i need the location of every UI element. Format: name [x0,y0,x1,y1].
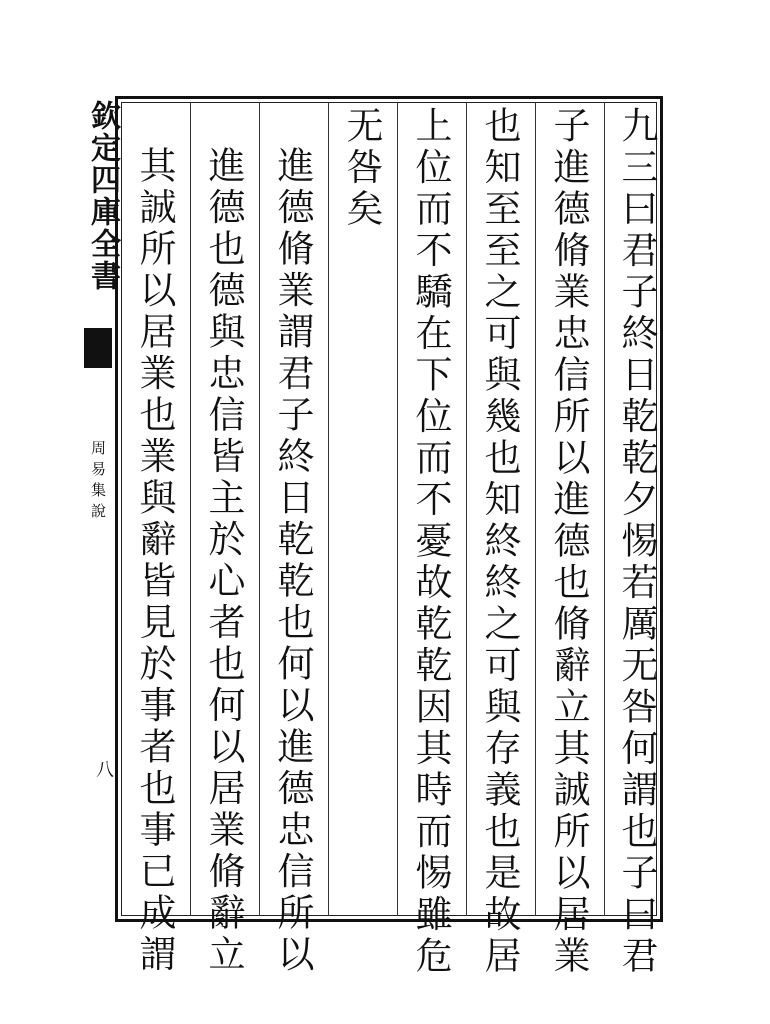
column-rule [328,102,329,916]
column-rule [190,102,191,916]
text-column-4: 上位而不驕在下位而不憂故乾乾因其時而惕雖危 [409,106,452,978]
book-title: 周易集說 [89,440,107,524]
column-rule [259,102,260,916]
column-rule [397,102,398,916]
text-column-1: 九三曰君子終日乾乾夕惕若厲无咎何謂也子曰君 [615,106,658,978]
column-rule [535,102,536,916]
fish-tail-mark-icon [84,328,112,368]
text-column-2: 子進德脩業忠信所以進德也脩辭立其誠所以居業 [547,106,590,978]
text-column-3: 也知至至之可與幾也知終終之可與存義也是故居 [478,106,521,978]
text-column-5: 无咎矣 [340,106,383,231]
text-column-8: 其誠所以居業也業與辭皆見於事者也事已成謂 [133,146,176,976]
collection-title: 欽定四庫全書 [85,100,120,292]
column-rule [604,102,605,916]
page-number: 八 [93,760,114,778]
column-rule [466,102,467,916]
text-column-7: 進德也德與忠信皆主於心者也何以居業脩辭立 [202,146,245,976]
text-column-6: 進德脩業謂君子終日乾乾也何以進德忠信所以 [271,146,314,976]
